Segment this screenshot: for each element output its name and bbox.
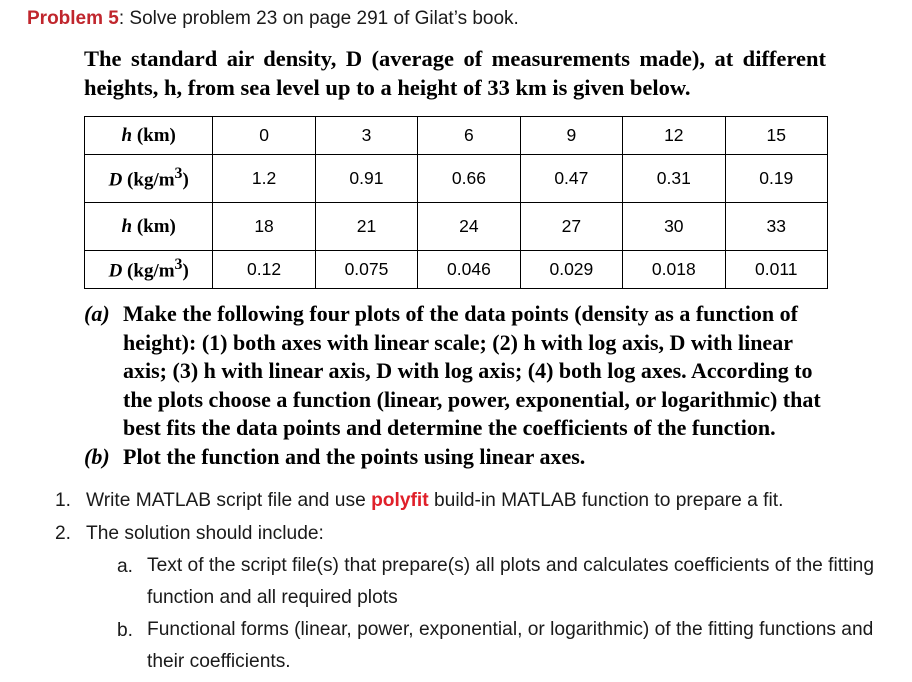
problem-heading	[27, 6, 519, 32]
part-a-tag: (a)	[84, 301, 110, 326]
table-row-d2	[85, 251, 828, 289]
part-b-tag: (b)	[84, 443, 110, 469]
table-cell: 1.2	[213, 155, 315, 203]
part-a	[84, 300, 829, 443]
table-cell: 0.66	[418, 155, 520, 203]
table-cell: 0.91	[315, 155, 417, 203]
table-cell: 33	[725, 203, 827, 251]
table-row-h2	[85, 203, 828, 251]
substep-a-text: Text of the script file(s) that prepare(s) all plots and calculates coefficients of the fitting function and all required plots	[147, 555, 874, 608]
table-row-d1	[85, 155, 828, 203]
step-2	[55, 517, 905, 550]
substep-a	[55, 550, 905, 614]
substep-b-text: Functional forms (linear, power, exponential, or logarithmic) of the fitting functions and their coefficients.	[147, 619, 874, 672]
part-a-text: Make the following four plots of the data points (density as a function of height): (1) both axes with linear scale; (2) h with log axis, D with linear axis; (3) h with linear axis, D with log axis; (4) both log axes. According to the plots choose a function (linear, power, exponential, or logarithmic) that best fits the data points and determine the coefficients of the function.	[123, 301, 821, 440]
table-cell: 27	[520, 203, 622, 251]
step-2-number: 2.	[55, 523, 72, 544]
step-1-text-post: build-in MATLAB function to prepare a fit.	[428, 490, 784, 511]
table-row-h1	[85, 117, 828, 155]
row-label-h: h (km)	[85, 117, 213, 155]
row-label-h: h (km)	[85, 203, 213, 251]
table-cell: 0.19	[725, 155, 827, 203]
intro-paragraph: The standard air density, D (average of measurements made), at different heights, h, from sea level up to a height of 33 km is given below.	[84, 46, 826, 100]
step-1-text-pre: Write MATLAB script file and use	[86, 490, 372, 511]
table-cell: 12	[623, 117, 725, 155]
row-label-d: D $(kg/m^3)$	[85, 155, 213, 203]
polyfit-keyword: polyfit	[371, 490, 429, 511]
part-b	[84, 443, 829, 472]
table-cell: 0.029	[520, 251, 622, 289]
instructions-list	[55, 484, 905, 678]
table-cell: 9	[520, 117, 622, 155]
step-2-text: The solution should include:	[86, 523, 324, 544]
problem-label: Problem 5	[27, 8, 119, 29]
density-table	[84, 116, 828, 289]
table-cell: 0	[213, 117, 315, 155]
step-1	[55, 484, 905, 517]
table-cell: 0.31	[623, 155, 725, 203]
part-b-text: Plot the function and the points using linear axes.	[123, 443, 586, 469]
substep-b-letter: b.	[117, 620, 134, 641]
table-cell: 6	[418, 117, 520, 155]
step-1-number: 1.	[55, 490, 72, 511]
table-cell: 0.018	[623, 251, 725, 289]
problem-instruction: : Solve problem 23 on page 291 of Gilat’s book.	[118, 8, 519, 29]
table-cell: 0.12	[213, 251, 315, 289]
task-parts	[84, 300, 829, 471]
substep-b	[55, 614, 905, 678]
table-cell: 0.075	[315, 251, 417, 289]
table-cell: 21	[315, 203, 417, 251]
substep-a-letter: a.	[117, 556, 134, 577]
row-label-d: D $(kg/m^3)$	[85, 251, 213, 289]
table-cell: 30	[623, 203, 725, 251]
table-cell: 18	[213, 203, 315, 251]
table-cell: 0.47	[520, 155, 622, 203]
table-cell: 15	[725, 117, 827, 155]
table-cell: 0.011	[725, 251, 827, 289]
table-cell: 3	[315, 117, 417, 155]
table-cell: 24	[418, 203, 520, 251]
table-cell: 0.046	[418, 251, 520, 289]
